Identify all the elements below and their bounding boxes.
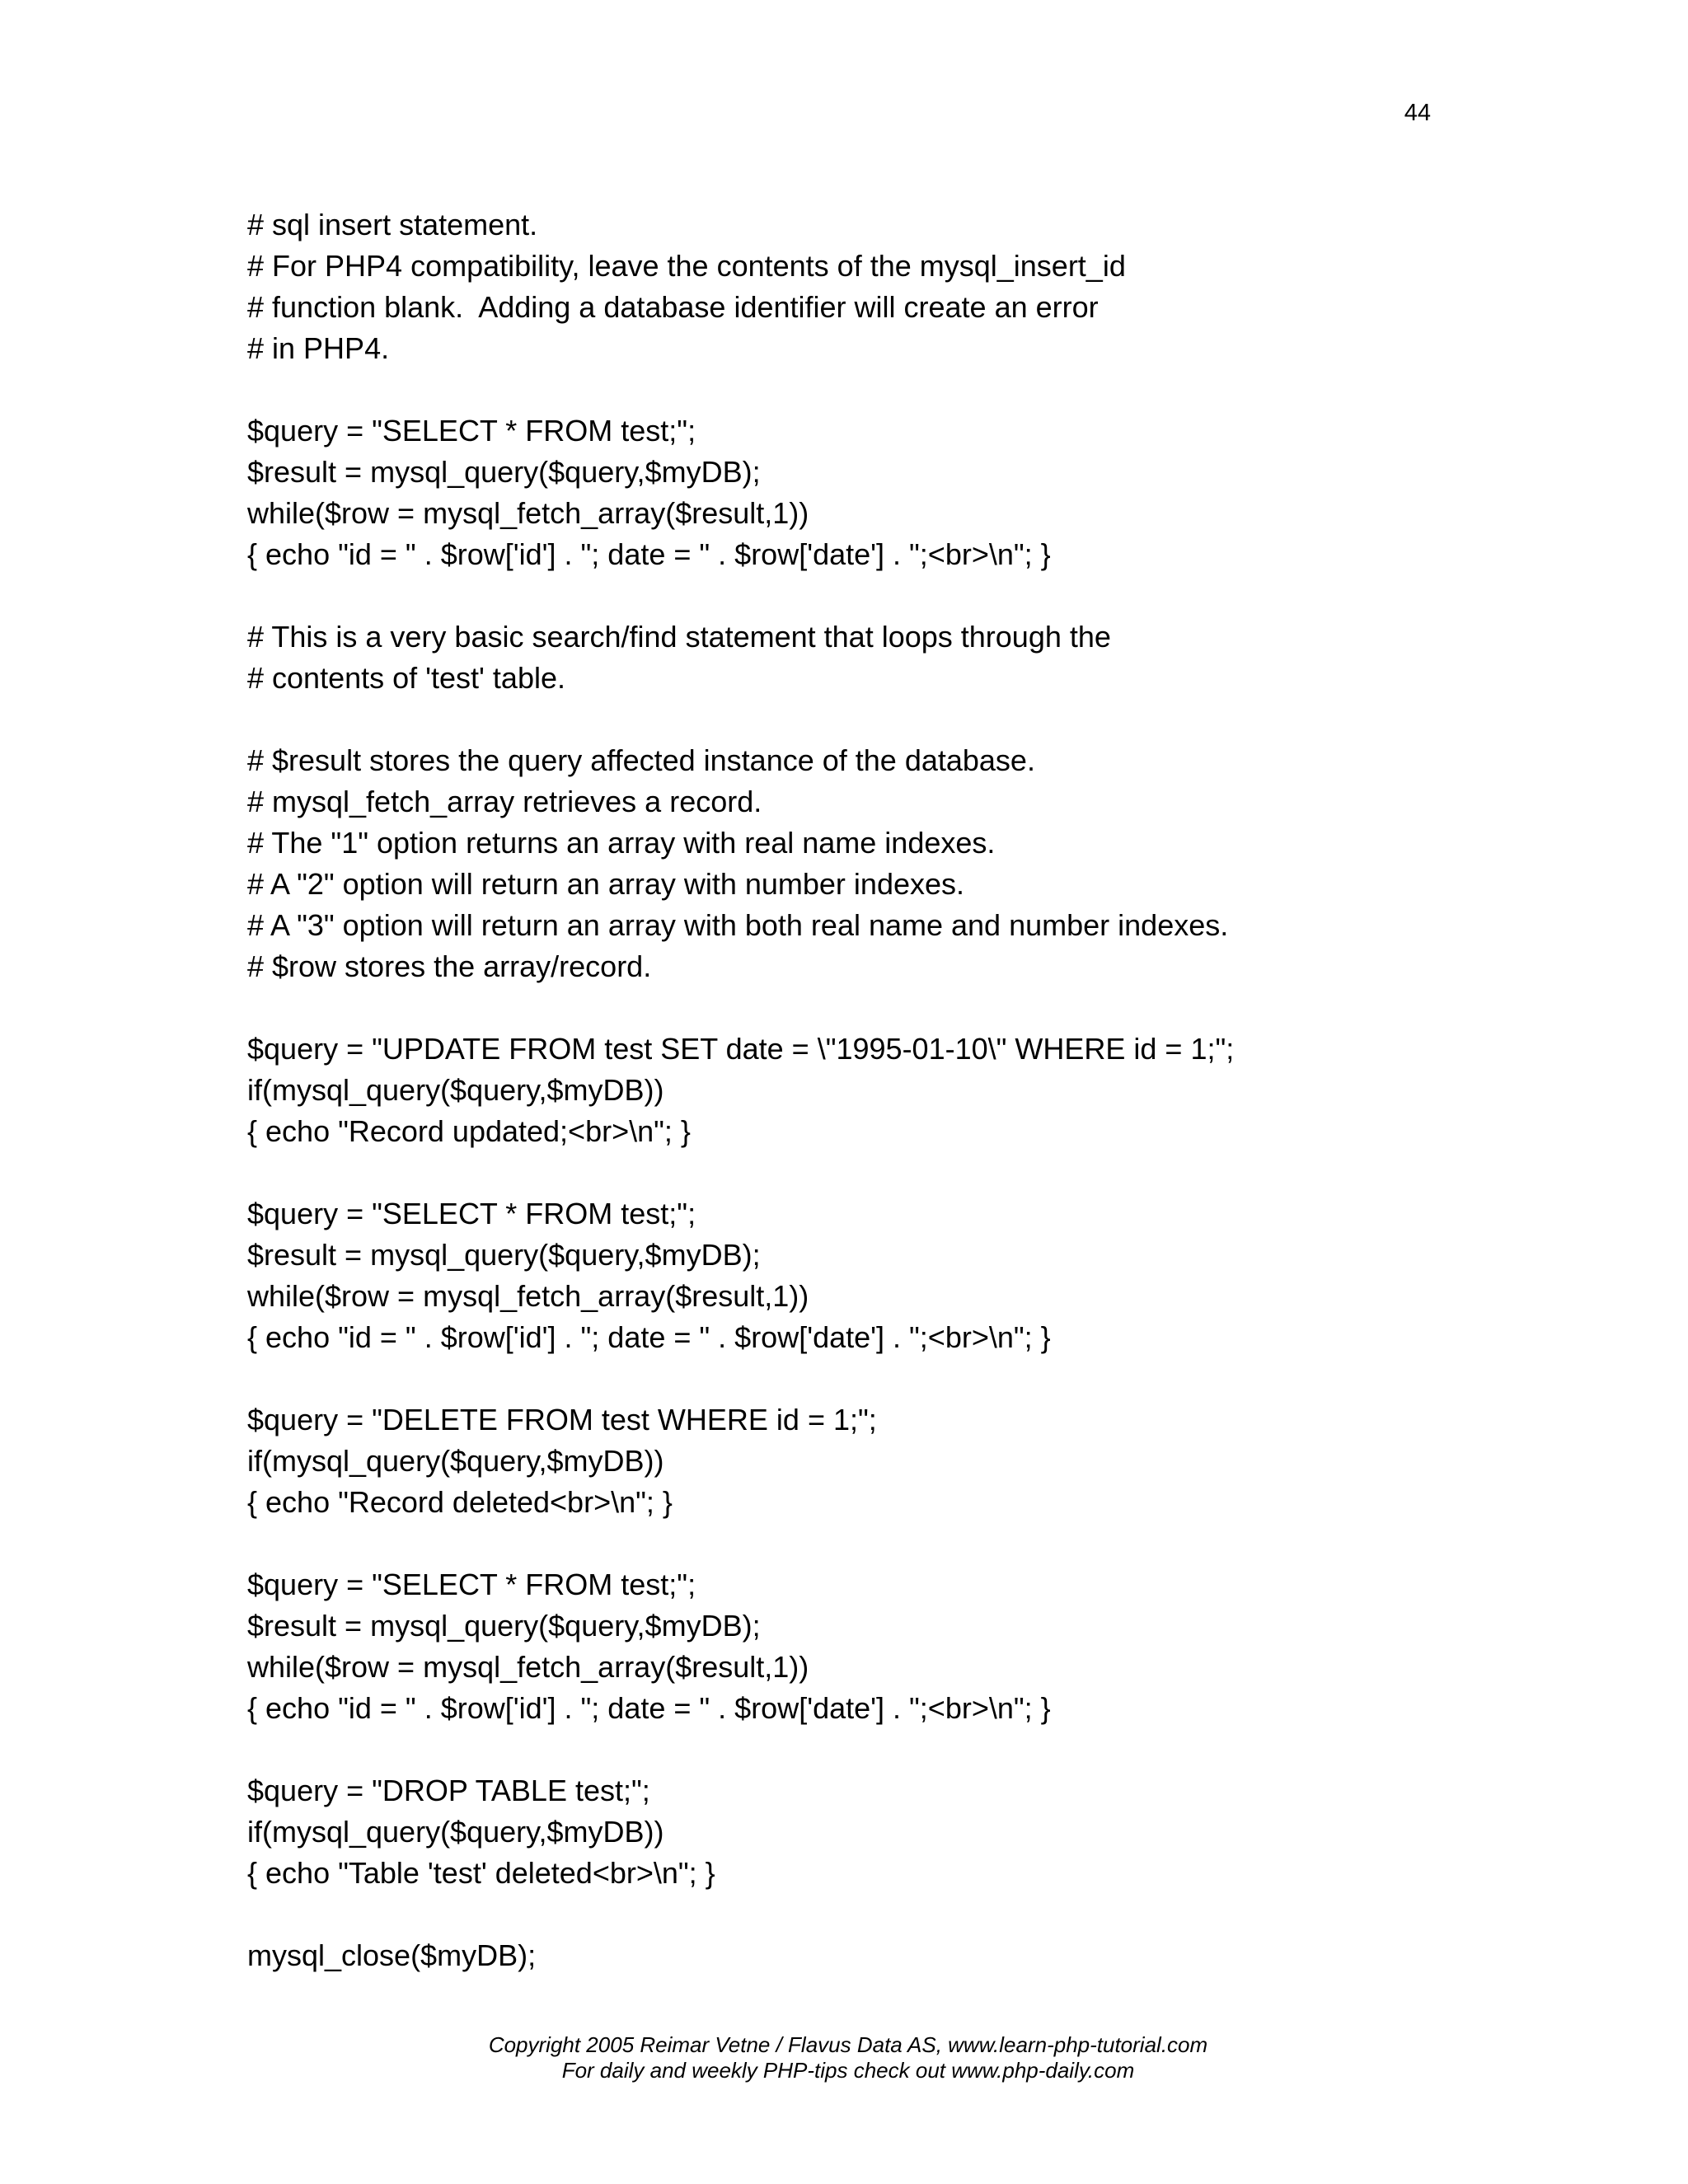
blank-line [247,987,1566,1029]
code-line: # This is a very basic search/find statement that loops through the [247,620,1111,654]
blank-line [247,369,1566,410]
code-line: while($row = mysql_fetch_array($result,1)) [247,496,809,530]
code-line: { echo "Record deleted<br>\n"; } [247,1485,673,1519]
code-line: $result = mysql_query($query,$myDB); [247,1609,761,1643]
code-line: { echo "id = " . $row['id'] . "; date = " . $row['date'] . ";<br>\n"; } [247,1320,1051,1354]
code-line: # in PHP4. [247,331,390,365]
page-footer [0,2032,1688,2083]
code-line: $query = "SELECT * FROM test;"; [247,1197,696,1230]
code-line: # sql insert statement. [247,208,538,241]
code-line: while($row = mysql_fetch_array($result,1)) [247,1650,809,1684]
copyright-notice: Copyright 2005 Reimar Vetne / Flavus Data AS, www.learn-php-tutorial.com [488,2032,1208,2057]
code-line: # contents of 'test' table. [247,661,565,695]
code-line: # $result stores the query affected instance of the database. [247,743,1035,777]
code-line: $query = "DELETE FROM test WHERE id = 1;"; [247,1403,877,1436]
blank-line [247,1894,1566,1935]
code-line: # A "2" option will return an array with number indexes. [247,867,965,901]
code-line: $result = mysql_query($query,$myDB); [247,1238,761,1272]
code-line: { echo "id = " . $row['id'] . "; date = " . $row['date'] . ";<br>\n"; } [247,537,1051,571]
code-line: $query = "SELECT * FROM test;"; [247,414,696,448]
code-line: if(mysql_query($query,$myDB)) [247,1444,664,1478]
blank-line [247,1729,1566,1770]
code-line: { echo "Table 'test' deleted<br>\n"; } [247,1856,715,1890]
code-line: while($row = mysql_fetch_array($result,1)) [247,1279,809,1313]
code-line: # For PHP4 compatibility, leave the contents of the mysql_insert_id [247,249,1126,283]
code-line: $query = "UPDATE FROM test SET date = \"1995-01-10\" WHERE id = 1;"; [247,1032,1235,1066]
code-line: # mysql_fetch_array retrieves a record. [247,785,762,818]
code-line: $query = "SELECT * FROM test;"; [247,1568,696,1601]
code-line: if(mysql_query($query,$myDB)) [247,1815,664,1849]
blank-line [247,1523,1566,1564]
code-line: $result = mysql_query($query,$myDB); [247,455,761,489]
code-line: # function blank. Adding a database identifier will create an error [247,290,1099,324]
blank-line [247,575,1566,616]
code-line: if(mysql_query($query,$myDB)) [247,1073,664,1107]
blank-line [247,699,1566,740]
code-line: { echo "id = " . $row['id'] . "; date = " . $row['date'] . ";<br>\n"; } [247,1691,1051,1725]
code-line: # $row stores the array/record. [247,949,652,983]
code-line: mysql_close($myDB); [247,1938,537,1972]
code-listing [247,204,1566,1976]
code-line: # The "1" option returns an array with real name indexes. [247,826,996,860]
code-line: { echo "Record updated;<br>\n"; } [247,1114,691,1148]
code-line: $query = "DROP TABLE test;"; [247,1774,650,1807]
blank-line [247,1152,1566,1193]
blank-line [247,1358,1566,1399]
code-line: # A "3" option will return an array with both real name and number indexes. [247,908,1229,942]
tips-notice: For daily and weekly PHP-tips check out www.php-daily.com [561,2058,1135,2083]
page-number: 44 [1404,100,1431,126]
